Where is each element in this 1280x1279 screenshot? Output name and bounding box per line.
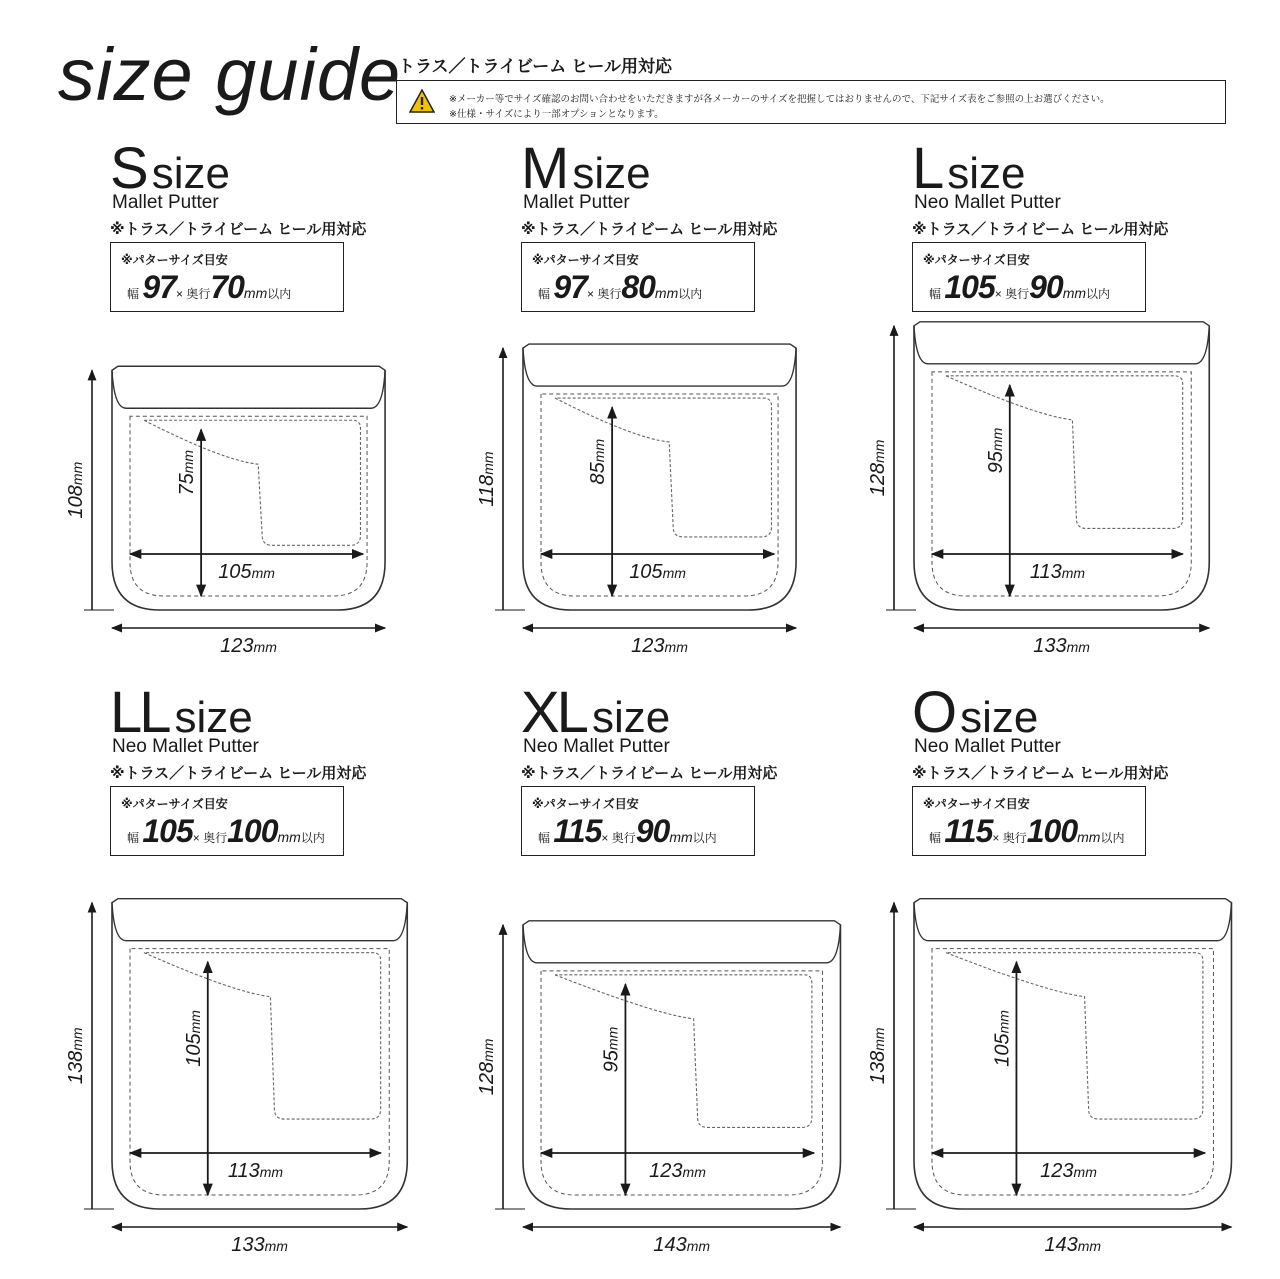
inner-depth-label (176, 450, 198, 496)
putter-type: Neo Mallet Putter (523, 736, 670, 757)
dim-value: 133 (231, 1234, 265, 1256)
dim-value: 133 (1033, 635, 1067, 657)
dim-value: 123 (631, 635, 665, 657)
depth-prefix: 奥行 (203, 831, 228, 845)
size-letter: LL (110, 680, 169, 745)
guide-mm: mm (654, 285, 679, 301)
putter-type: Neo Mallet Putter (914, 736, 1061, 757)
dim-value: 123 (220, 635, 254, 657)
page-title: size guide (58, 33, 402, 116)
width-prefix: 幅 (127, 831, 140, 845)
guide-width: 105 (142, 813, 193, 849)
height-label (65, 1027, 87, 1084)
dim-value: 105 (629, 561, 663, 583)
dim-unit: mm (995, 1010, 1012, 1034)
guide-depth: 70 (210, 269, 244, 305)
depth-prefix: 奥行 (186, 287, 211, 301)
dim-unit: mm (871, 1027, 887, 1051)
warning-triangle-icon (409, 89, 435, 113)
guide-within: 以内 (300, 831, 325, 845)
dim-unit: mm (480, 1038, 496, 1062)
depth-prefix: 奥行 (597, 287, 622, 301)
guide-depth: 100 (227, 813, 278, 849)
depth-prefix: 奥行 (1005, 287, 1030, 301)
inner-depth-label (183, 1010, 205, 1067)
size-card-m (476, 136, 931, 660)
size-card-s (65, 136, 520, 660)
dim-unit: mm (69, 461, 85, 486)
guide-mm: mm (1077, 829, 1101, 845)
guide-title: ※パターサイズ目安 (532, 253, 639, 267)
dim-value: 95 (600, 1050, 623, 1073)
size-word: size (947, 149, 1026, 198)
dim-value: 75 (176, 473, 199, 496)
inner-width-label (218, 561, 275, 583)
width-label (631, 635, 688, 657)
dim-value: 113 (1029, 561, 1062, 583)
bag-flap (112, 899, 407, 941)
guide-depth: 100 (1026, 813, 1078, 849)
notice-line-2: ※仕様・サイズにより一部オプションとなります。 (449, 109, 664, 120)
dim-unit: mm (259, 1164, 284, 1180)
inner-depth-label (587, 439, 609, 485)
dim-value: 113 (227, 1160, 260, 1182)
neck-slot (555, 975, 812, 1128)
times-sign: × (992, 831, 1000, 845)
size-word: size (591, 693, 671, 742)
inner-width-label (649, 1160, 706, 1182)
dim-unit: mm (664, 639, 688, 655)
guide-title: ※パターサイズ目安 (121, 797, 228, 811)
width-prefix: 幅 (929, 287, 942, 301)
width-label (220, 635, 277, 657)
neck-slot (946, 953, 1203, 1119)
guide-within: 以内 (1100, 831, 1125, 845)
inner-pocket (130, 949, 389, 1195)
guide-mm: mm (669, 829, 693, 845)
dim-unit: mm (988, 427, 1005, 452)
bag-flap (914, 899, 1231, 941)
dim-value: 108 (65, 485, 87, 519)
cover-diagram (476, 684, 941, 1256)
width-label (1044, 1234, 1101, 1256)
times-sign: × (192, 831, 200, 845)
size-letter: L (912, 136, 942, 201)
guide-title: ※パターサイズ目安 (923, 797, 1030, 811)
page-subtitle: トラス／トライビーム ヒール用対応 (398, 57, 673, 76)
height-label (65, 461, 87, 518)
dim-value: 143 (1044, 1234, 1078, 1256)
height-label (476, 1038, 498, 1095)
dim-unit: mm (1073, 1164, 1097, 1180)
guide-mm: mm (1062, 285, 1087, 301)
cover-diagram (65, 140, 530, 700)
compat-note: ※トラス／トライビーム ヒール用対応 (521, 221, 778, 238)
dim-unit: mm (662, 565, 686, 581)
guide-title: ※パターサイズ目安 (121, 253, 228, 267)
width-prefix: 幅 (127, 287, 140, 301)
width-prefix: 幅 (538, 287, 551, 301)
width-label (653, 1234, 710, 1256)
notice-line-1: ※メーカー等でサイズ確認のお問い合わせをいただきますが各メーカーのサイズを把握してはおりませんので、下記サイズ表をご参照の上お選びください。 (449, 94, 1110, 105)
dim-unit: mm (1066, 639, 1090, 655)
dim-unit: mm (1077, 1238, 1102, 1254)
dim-unit: mm (251, 565, 275, 581)
size-card-o (867, 680, 1280, 1256)
dim-value: 105 (218, 561, 252, 583)
dim-unit: mm (480, 451, 496, 475)
guide-depth: 90 (635, 813, 670, 849)
width-label (231, 1234, 288, 1256)
guide-title: ※パターサイズ目安 (532, 797, 639, 811)
inner-depth-label (600, 1026, 622, 1072)
size-letter: S (110, 136, 146, 201)
compat-note: ※トラス／トライビーム ヒール用対応 (521, 765, 778, 782)
height-label (867, 1027, 889, 1084)
guide-width: 105 (944, 269, 995, 305)
dim-value: 118 (476, 474, 498, 507)
times-sign: × (994, 287, 1002, 301)
cover-diagram (867, 684, 1280, 1256)
size-letter: XL (521, 680, 586, 745)
compat-note: ※トラス／トライビーム ヒール用対応 (912, 221, 1169, 238)
width-prefix: 幅 (929, 831, 942, 845)
inner-depth-label (991, 1010, 1013, 1067)
bag-flap (523, 921, 840, 963)
inner-width-label (1040, 1160, 1097, 1182)
guide-width: 97 (142, 269, 176, 305)
inner-width-label (1030, 561, 1086, 583)
dim-value: 143 (653, 1234, 687, 1256)
size-word: size (960, 693, 1039, 742)
guide-mm: mm (277, 829, 301, 845)
width-label (1033, 635, 1090, 657)
bag-flap (914, 322, 1209, 364)
guide-title: ※パターサイズ目安 (923, 253, 1030, 267)
dim-value: 85 (587, 462, 610, 485)
size-word: size (572, 149, 651, 198)
dim-value: 105 (182, 1033, 205, 1067)
bag-flap (112, 366, 385, 408)
compat-note: ※トラス／トライビーム ヒール用対応 (110, 765, 367, 782)
size-letter: M (521, 136, 567, 201)
dim-value: 123 (1040, 1160, 1074, 1182)
guide-within: 以内 (267, 287, 292, 301)
guide-within: 以内 (678, 287, 703, 301)
dim-value: 128 (476, 1061, 498, 1096)
dim-unit: mm (186, 1010, 203, 1034)
width-prefix: 幅 (538, 831, 551, 845)
putter-type: Neo Mallet Putter (112, 736, 259, 757)
dim-unit: mm (686, 1238, 711, 1254)
dim-unit: mm (69, 1027, 85, 1051)
dim-value: 105 (991, 1033, 1014, 1067)
height-label (867, 439, 889, 496)
guide-width: 115 (553, 813, 602, 849)
size-card-ll (65, 680, 520, 1256)
cover-diagram (476, 140, 941, 700)
putter-type: Neo Mallet Putter (914, 192, 1061, 213)
dim-unit: mm (871, 439, 887, 463)
guide-width: 115 (944, 813, 993, 849)
cover-diagram (867, 140, 1280, 700)
guide-width: 97 (553, 269, 587, 305)
guide-mm: mm (243, 285, 268, 301)
times-sign: × (586, 287, 594, 301)
size-letter: O (912, 680, 955, 745)
bag-flap (523, 344, 796, 386)
inner-pocket (932, 949, 1213, 1195)
guide-depth: 80 (621, 269, 655, 305)
depth-prefix: 奥行 (1002, 831, 1027, 845)
inner-width-label (629, 561, 686, 583)
inner-width-label (228, 1160, 284, 1182)
dim-unit: mm (180, 449, 197, 474)
size-word: size (174, 693, 253, 742)
dim-unit: mm (253, 639, 277, 655)
dim-value: 95 (984, 451, 1007, 474)
size-card-l (867, 136, 1280, 660)
neck-slot (946, 376, 1183, 529)
times-sign: × (175, 287, 183, 301)
dim-value: 138 (867, 1050, 889, 1085)
dim-unit: mm (604, 1026, 621, 1051)
guide-within: 以内 (1086, 287, 1111, 301)
dim-unit: mm (1061, 565, 1086, 581)
dim-unit: mm (264, 1238, 288, 1254)
compat-note: ※トラス／トライビーム ヒール用対応 (912, 765, 1169, 782)
height-label (476, 451, 498, 507)
neck-slot (144, 953, 381, 1119)
putter-type: Mallet Putter (523, 192, 630, 213)
dim-value: 123 (649, 1160, 683, 1182)
size-card-xl (476, 680, 931, 1256)
guide-within: 以内 (692, 831, 717, 845)
guide-depth: 90 (1029, 269, 1063, 305)
inner-depth-label (985, 427, 1007, 473)
dim-value: 128 (867, 462, 889, 497)
compat-note: ※トラス／トライビーム ヒール用対応 (110, 221, 367, 238)
cover-diagram (65, 684, 530, 1256)
dim-value: 138 (65, 1050, 87, 1085)
dim-unit: mm (591, 438, 608, 463)
dim-unit: mm (682, 1164, 706, 1180)
depth-prefix: 奥行 (611, 831, 636, 845)
putter-type: Mallet Putter (112, 192, 219, 213)
times-sign: × (601, 831, 609, 845)
size-word: size (151, 149, 230, 198)
notice-box (396, 80, 1226, 124)
